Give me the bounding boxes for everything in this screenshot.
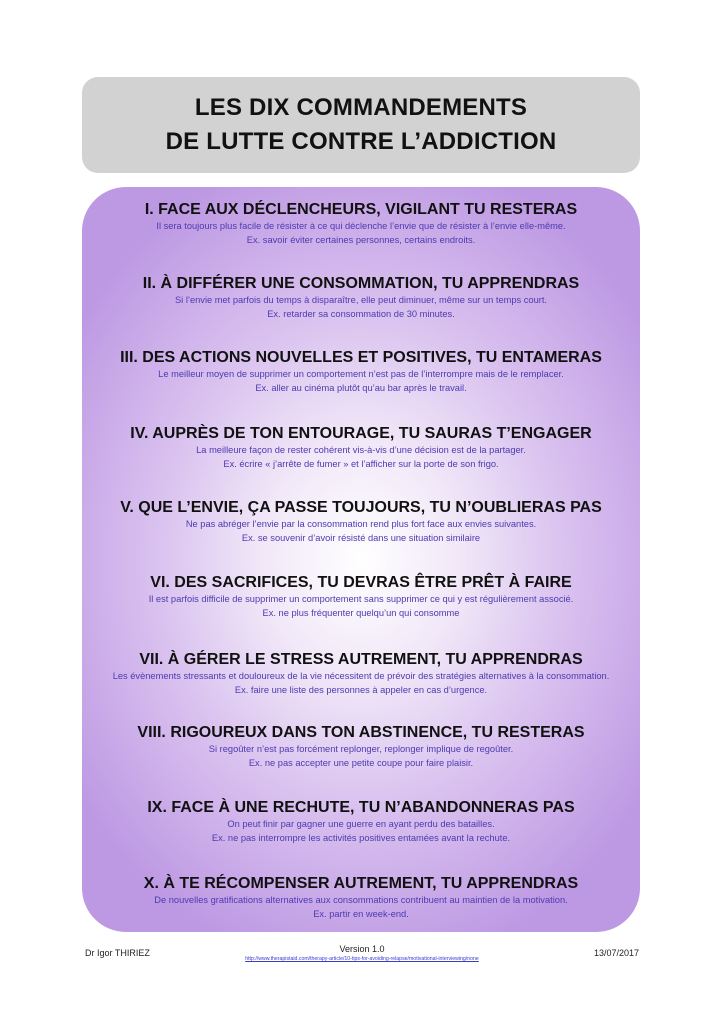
commandment-title: X. À TE RÉCOMPENSER AUTREMENT, TU APPRENDRAS [143,875,579,892]
commandment-2 [82,274,640,321]
commandment-example: Ex. ne plus fréquenter quelqu’un qui consomme [262,607,460,618]
commandment-4 [82,424,640,471]
document-date: 13/07/2017 [593,948,639,958]
commandment-1 [82,200,640,247]
commandment-title: II. À DIFFÉRER UNE CONSOMMATION, TU APPRENDRAS [142,275,580,292]
commandment-description: Les évènements stressants et douloureux de la vie nécessitent de prévoir des stratégies alternatives à la consommation. [112,671,610,681]
commandment-8 [82,723,640,770]
commandment-example: Ex. aller au cinéma plutôt qu’au bar après le travail. [255,382,467,393]
commandment-9 [82,798,640,845]
commandment-title: V. QUE L’ENVIE, ÇA PASSE TOUJOURS, TU N’OUBLIERAS PAS [120,499,602,516]
commandment-title: VIII. RIGOUREUX DANS TON ABSTINENCE, TU RESTERAS [137,724,585,741]
author-name: Dr Igor THIRIEZ [85,948,150,958]
commandment-description: La meilleure façon de rester cohérent vis-à-vis d’une décision est de la partager. [196,445,526,455]
commandment-description: On peut finir par gagner une guerre en ayant perdu des batailles. [227,819,495,829]
commandment-6 [82,573,640,620]
commandment-example: Ex. faire une liste des personnes à appeler en cas d’urgence. [234,684,488,695]
commandment-example: Ex. retarder sa consommation de 30 minutes. [267,308,455,319]
commandment-title: VII. À GÉRER LE STRESS AUTREMENT, TU APPRENDRAS [139,651,583,668]
commandment-3 [82,348,640,395]
version-label: Version 1.0 [339,944,385,954]
commandment-description: Il est parfois difficile de supprimer un comportement sans supprimer ce qui y est régulièrement associé. [148,594,574,604]
commandment-7 [82,650,640,697]
commandment-description: De nouvelles gratifications alternatives aux consommations contribuent au maintien de la motivation. [154,895,568,905]
commandment-example: Ex. ne pas accepter une petite coupe pour faire plaisir. [248,757,474,768]
source-link[interactable]: http://www.therapistaid.com/therapy-article/10-tips-for-avoiding-relapse/motivational-interviewing/none [245,956,479,962]
page-title-line-1: LES DIX COMMANDEMENTS [194,94,528,121]
commandment-title: III. DES ACTIONS NOUVELLES ET POSITIVES, TU ENTAMERAS [120,349,602,366]
commandment-title: IV. AUPRÈS DE TON ENTOURAGE, TU SAURAS T’ENGAGER [130,425,592,442]
commandment-description: Si l’envie met parfois du temps à disparaître, elle peut diminuer, même sur un temps court. [174,295,548,305]
page-title-line-2: DE LUTTE CONTRE L’ADDICTION [165,128,557,155]
commandment-title: IX. FACE À UNE RECHUTE, TU N’ABANDONNERAS PAS [147,799,575,816]
commandment-description: Si regoûter n’est pas forcément replonger, replonger implique de regoûter. [208,744,514,754]
commandment-example: Ex. écrire « j’arrête de fumer » et l’afficher sur la porte de son frigo. [223,458,499,469]
commandment-10 [82,874,640,921]
commandment-description: Le meilleur moyen de supprimer un comportement n’est pas de l’interrompre mais de le remplacer. [158,369,564,379]
commandment-example: Ex. partir en week-end. [313,908,409,919]
footer-center [150,943,574,963]
commandment-example: Ex. ne pas interrompre les activités positives entamées avant la rechute. [211,832,511,843]
commandment-description: Il sera toujours plus facile de résister à ce qui déclenche l’envie que de résister à l’envie elle-même. [156,221,566,231]
commandment-example: Ex. savoir éviter certaines personnes, certains endroits. [246,234,476,245]
commandment-title: VI. DES SACRIFICES, TU DEVRAS ÊTRE PRÊT À FAIRE [150,574,572,591]
title-box [82,77,640,173]
commandment-example: Ex. se souvenir d’avoir résisté dans une situation similaire [241,532,481,543]
commandment-5 [82,498,640,545]
commandment-title: I. FACE AUX DÉCLENCHEURS, VIGILANT TU RESTERAS [144,201,578,218]
commandment-description: Ne pas abréger l’envie par la consommation rend plus fort face aux envies suivantes. [185,519,537,529]
commandments-panel [82,187,640,932]
